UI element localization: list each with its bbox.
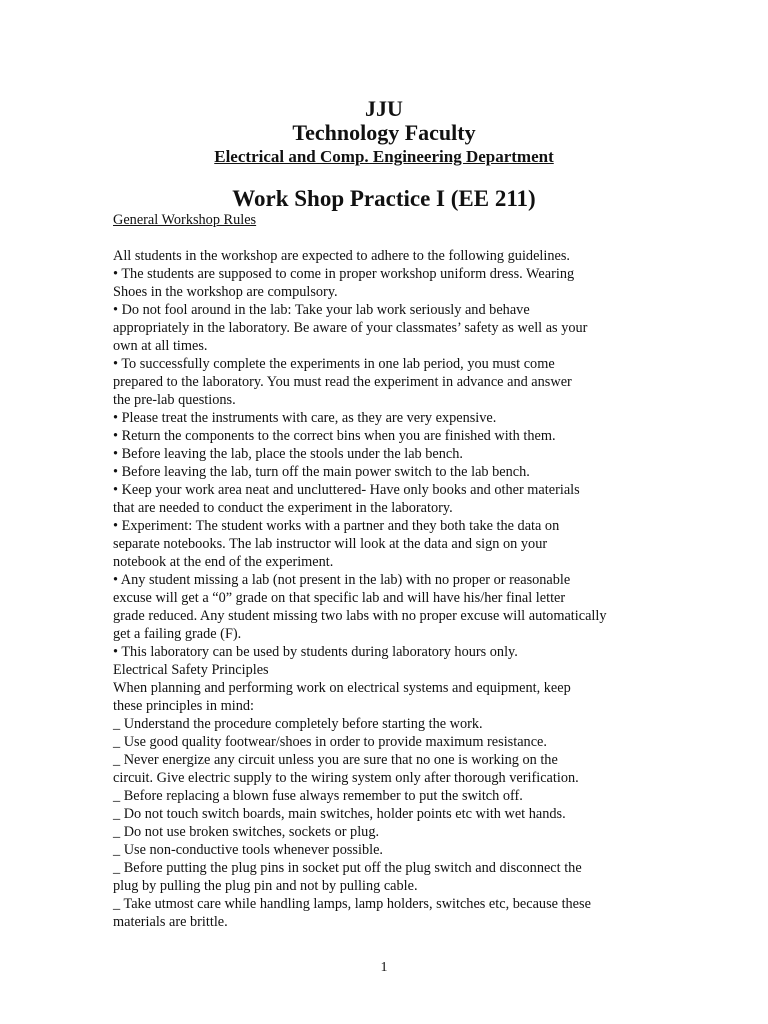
rules-line: • Any student missing a lab (not present in the lab) with no proper or reasonable bbox=[113, 572, 571, 588]
faculty-title: Technology Faculty bbox=[292, 120, 476, 145]
rules-line: appropriately in the laboratory. Be aware of your classmates’ safety as well as your bbox=[113, 320, 588, 336]
rules-line: • This laboratory can be used by students during laboratory hours only. bbox=[113, 644, 518, 660]
rules-line: • Return the components to the correct bins when you are finished with them. bbox=[113, 428, 556, 444]
page-number: 1 bbox=[380, 960, 388, 975]
rules-line: • The students are supposed to come in proper workshop uniform dress. Wearing bbox=[113, 266, 575, 282]
safety-heading: Electrical Safety Principles bbox=[113, 662, 269, 678]
safety-line: plug by pulling the plug pin and not by pulling cable. bbox=[113, 878, 418, 894]
rules-line: • Before leaving the lab, turn off the main power switch to the lab bench. bbox=[113, 464, 530, 480]
safety-line: _ Before replacing a blown fuse always remember to put the switch off. bbox=[113, 788, 523, 804]
rules-line: All students in the workshop are expected to adhere to the following guidelines. bbox=[113, 248, 570, 264]
general-rules-heading: General Workshop Rules bbox=[113, 212, 257, 228]
rules-line: Shoes in the workshop are compulsory. bbox=[113, 284, 338, 300]
rules-line: • Please treat the instruments with care, as they are very expensive. bbox=[113, 410, 497, 426]
rules-line: • Before leaving the lab, place the stools under the lab bench. bbox=[113, 446, 463, 462]
rules-line: prepared to the laboratory. You must read the experiment in advance and answer bbox=[113, 374, 572, 390]
safety-line: _ Take utmost care while handling lamps, lamp holders, switches etc, because these bbox=[113, 896, 591, 912]
safety-line: materials are brittle. bbox=[113, 914, 228, 930]
rules-line: that are needed to conduct the experiment in the laboratory. bbox=[113, 500, 453, 516]
rules-line: • Experiment: The student works with a partner and they both take the data on bbox=[113, 518, 560, 534]
rules-line: the pre-lab questions. bbox=[113, 392, 236, 408]
rules-line bbox=[113, 229, 658, 247]
department-title: Electrical and Comp. Engineering Department bbox=[214, 147, 554, 166]
safety-line: circuit. Give electric supply to the wiring system only after thorough verification. bbox=[113, 770, 579, 786]
safety-line: _ Use non-conductive tools whenever possible. bbox=[113, 842, 383, 858]
rules-line: grade reduced. Any student missing two labs with no proper excuse will automatically bbox=[113, 608, 607, 624]
rules-line: separate notebooks. The lab instructor will look at the data and sign on your bbox=[113, 536, 548, 552]
safety-line: _ Do not use broken switches, sockets or plug. bbox=[113, 824, 380, 840]
safety-line: _ Never energize any circuit unless you are sure that no one is working on the bbox=[113, 752, 558, 768]
rules-line: • Keep your work area neat and uncluttered- Have only books and other materials bbox=[113, 482, 580, 498]
safety-line: When planning and performing work on electrical systems and equipment, keep bbox=[113, 680, 571, 696]
safety-line: these principles in mind: bbox=[113, 698, 254, 714]
document-body bbox=[113, 211, 658, 931]
rules-line: notebook at the end of the experiment. bbox=[113, 554, 334, 570]
rules-line: • To successfully complete the experiments in one lab period, you must come bbox=[113, 356, 555, 372]
course-title: Work Shop Practice I (EE 211) bbox=[232, 186, 536, 211]
safety-list bbox=[113, 679, 658, 931]
institution-title: JJU bbox=[365, 96, 403, 121]
rules-line: • Do not fool around in the lab: Take your lab work seriously and behave bbox=[113, 302, 530, 318]
safety-line: _ Do not touch switch boards, main switches, holder points etc with wet hands. bbox=[113, 806, 566, 822]
rules-line: excuse will get a “0” grade on that specific lab and will have his/her final letter bbox=[113, 590, 566, 606]
safety-line: _ Understand the procedure completely before starting the work. bbox=[113, 716, 483, 732]
safety-line: _ Use good quality footwear/shoes in order to provide maximum resistance. bbox=[113, 734, 547, 750]
general-rules-list bbox=[113, 229, 658, 661]
rules-line: own at all times. bbox=[113, 338, 208, 354]
safety-line: _ Before putting the plug pins in socket put off the plug switch and disconnect the bbox=[113, 860, 582, 876]
rules-line: get a failing grade (F). bbox=[113, 626, 242, 642]
